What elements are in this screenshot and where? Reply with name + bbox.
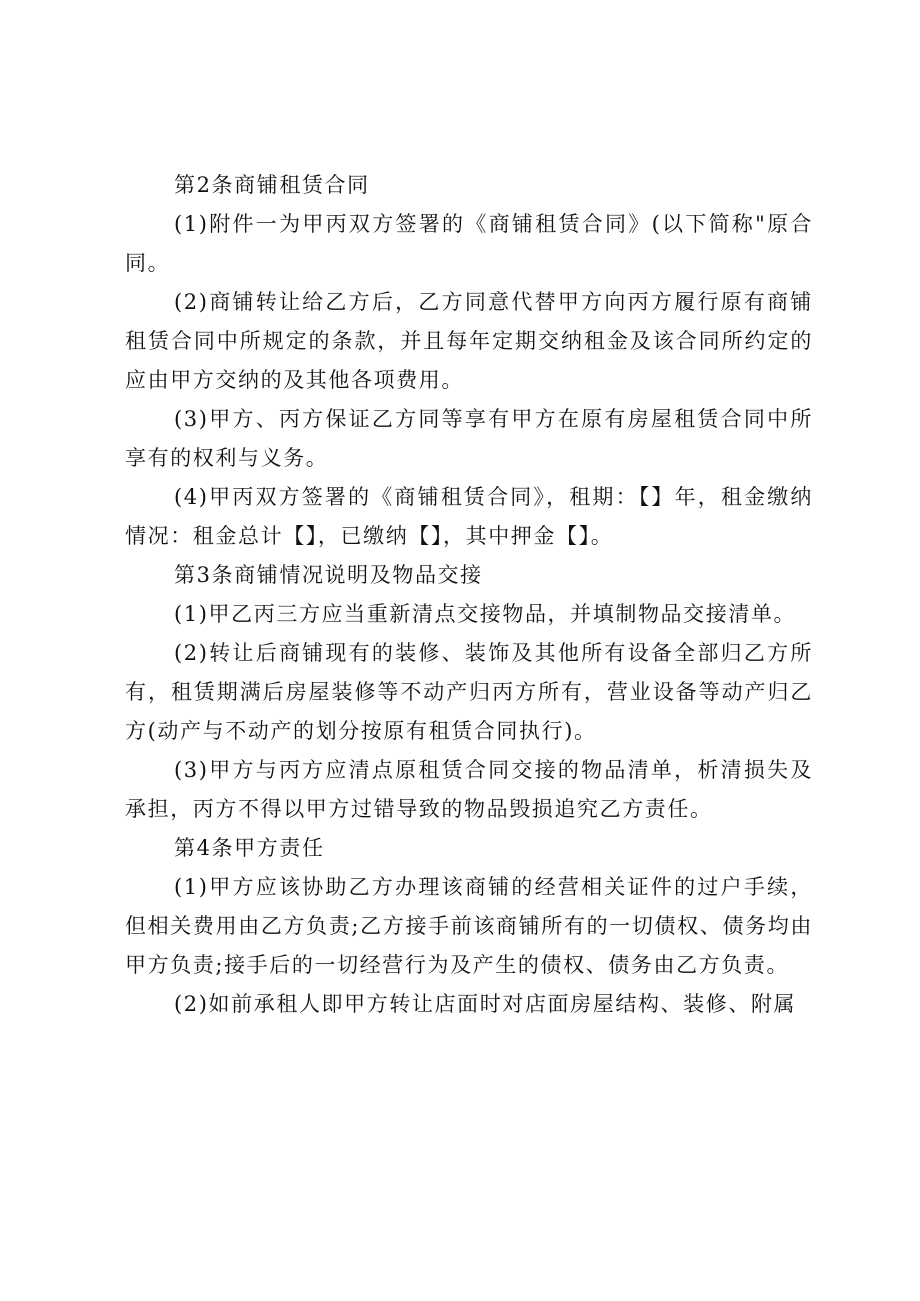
article-4-clause-2: (2)如前承租人即甲方转让店面时对店面房屋结构、装修、附属 xyxy=(174,992,797,1016)
article-2-clause-3: (3)甲方、丙方保证乙方同等享有甲方在原有房屋租赁合同中所享有的权利与义务。 xyxy=(125,407,813,470)
article-3-clause-1: (1)甲乙丙三方应当重新清点交接物品，并填制物品交接清单。 xyxy=(174,602,797,626)
article-2-clause-2: (2)商铺转让给乙方后，乙方同意代替甲方向丙方履行原有商铺租赁合同中所规定的条款，并且每年定期交纳租金及该合同所约定的应由甲方交纳的及其他各项费用。 xyxy=(125,290,813,392)
article-4-heading: 第4条甲方责任 xyxy=(174,836,325,860)
article-2-clause-4: (4)甲丙双方签署的《商铺租赁合同》，租期：【】年，租金缴纳情况：租金总计【】，已缴纳【】，其中押金【】。 xyxy=(125,485,813,548)
article-4-clause-1: (1)甲方应该协助乙方办理该商铺的经营相关证件的过户手续，但相关费用由乙方负责;乙方接手前该商铺所有的一切债权、债务均由甲方负责;接手后的一切经营行为及产生的债权、债务由乙方负责。 xyxy=(125,875,813,977)
article-3-clause-3: (3)甲方与丙方应清点原租赁合同交接的物品清单，析清损失及承担，丙方不得以甲方过错导致的物品毁损追究乙方责任。 xyxy=(125,758,813,821)
article-2-clause-1: (1)附件一为甲丙双方签署的《商铺租赁合同》(以下简称"原合同。 xyxy=(125,212,813,275)
document-page xyxy=(125,166,813,1024)
article-2-heading: 第2条商铺租赁合同 xyxy=(174,173,370,197)
article-3-heading: 第3条商铺情况说明及物品交接 xyxy=(174,563,483,587)
article-3-clause-2: (2)转让后商铺现有的装修、装饰及其他所有设备全部归乙方所有，租赁期满后房屋装修等不动产归丙方所有，营业设备等动产归乙方(动产与不动产的划分按原有租赁合同执行)。 xyxy=(125,641,813,743)
